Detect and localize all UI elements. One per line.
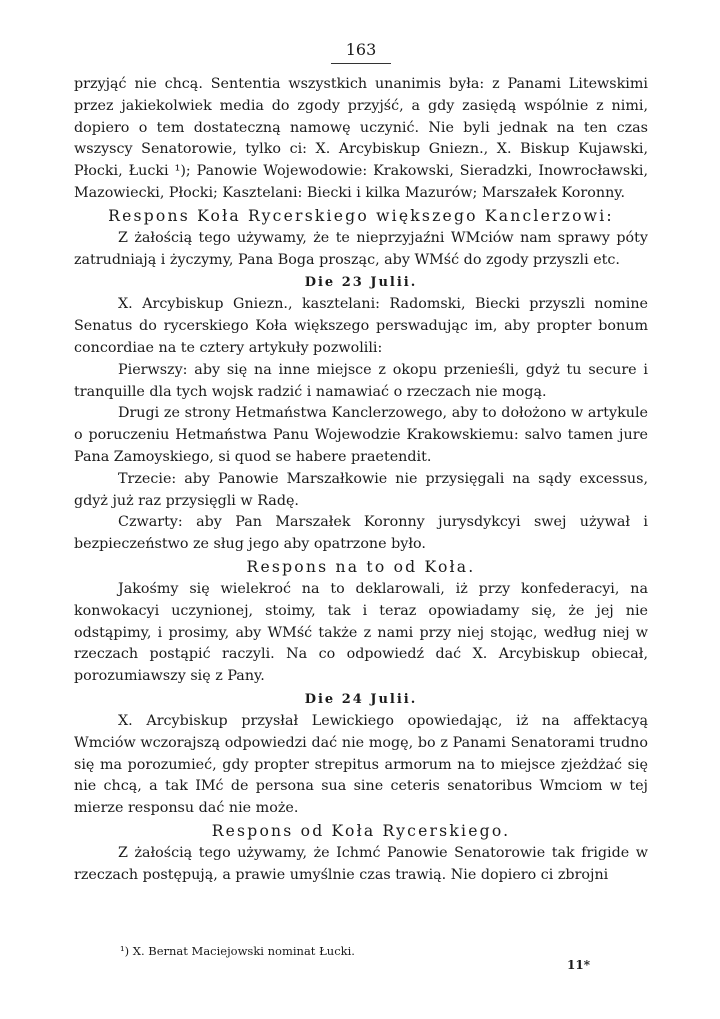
heading-respons-od-kola: Respons na to od Koła. xyxy=(246,557,476,576)
paragraph-z-zaloscia: Z żałością tego używamy, że Ichmć Panowie Senatorowie tak frigide w rzeczach postępują, a prawie umyślnie czas trawią. Nie dopiero ci zbrojni xyxy=(74,844,648,883)
paragraph-respons-kanclerzowi: Z żałością tego używamy, że te nieprzyjaźni WMciów nam sprawy póty zatrudniają i życzymy, Pana Boga prosząc, aby WMść do zgody przyszli etc. xyxy=(74,229,648,268)
paragraph-lewicki: X. Arcybiskup przysłał Lewickiego opowiedając, iż na affektacyą Wmciów wczorajszą odpowiedzi dać nie mogę, bo z Panami Senatorami trudno się ma porozumieć, gdy propter strepitus armorum na to miejsce zjeżdżać się nie chcą, a tak IMć de persona sua sine ceteris senatoribus Wmciom w tej mierze responsu dać nie może. xyxy=(74,712,648,817)
page-number: 163 xyxy=(345,40,377,59)
paragraph-arcybiskup-kasztelani: X. Arcybiskup Gniezn., kasztelani: Radomski, Biecki przyszli nomine Senatus do rycerskiego Koła większego perswadując im, aby propter bonum concordiae na te cztery artykuły pozwolili: xyxy=(74,296,648,356)
page-body xyxy=(74,40,648,887)
paragraph-trzecie: Trzecie: aby Panowie Marszałkowie nie przysięgali na sądy excessus, gdyż już raz przysięgli w Radę. xyxy=(74,470,648,509)
heading-respons-kola-rycerskiego: Respons od Koła Rycerskiego. xyxy=(211,821,511,840)
date-heading-24-julii: Die 24 Julii. xyxy=(304,691,418,707)
paragraph-jakosmy: Jakośmy się wielekroć na to deklarowali, iż przy konfederacyi, na konwokacyi uczynionej, stoimy, tak i teraz opowiadamy się, że jej nie odstąpimy, i prosimy, aby WMść także z nami przy niej stojąc, według niej w rzeczach postąpić raczyli. Na co odpowiedź dać X. Arcybiskup obiecał, porozumiawszy się z Pany. xyxy=(74,580,648,685)
signature-mark: 11* xyxy=(567,958,590,972)
footnote: ¹) X. Bernat Maciejowski nominat Łucki. xyxy=(120,944,355,958)
heading-respons-kanclerzowi: Respons Koła Rycerskiego większego Kanclerzowi: xyxy=(108,206,614,225)
paragraph-czwarty: Czwarty: aby Pan Marszałek Koronny jurysdykcyi swej używał i bezpieczeństwo ze sług jego aby opatrzone było. xyxy=(74,514,648,553)
page-number-rule xyxy=(331,63,391,64)
date-heading-23-julii: Die 23 Julii. xyxy=(304,275,418,291)
paragraph-drugi: Drugi ze strony Hetmaństwa Kanclerzowego, aby to dołożono w artykule o poruczeniu Hetmaństwa Panu Wojewodzie Krakowskiemu: salvo tamen jure Pana Zamoyskiego, si quod se habere praetendit. xyxy=(74,405,648,465)
paragraph-continuation: przyjąć nie chcą. Sententia wszystkich unanimis była: z Panami Litewskimi przez jakiekolwiek media do zgody przyjść, a gdy zasiędą wspólnie z nimi, dopiero o tem dostateczną namowę uczynić. Nie byli jednak na ten czas wszyscy Senatorowie, tylko ci: X. Arcybiskup Gniezn., X. Biskup Kujawski, Płocki, Łucki ¹); Panowie Wojewodowie: Krakowski, Sieradzki, Inowrocławski, Mazowiecki, Płocki; Kasztelani: Biecki i kilka Mazurów; Marszałek Koronny. xyxy=(74,76,648,201)
paragraph-pierwszy: Pierwszy: aby się na inne miejsce z okopu przenieśli, gdyż tu secure i tranquille dla tych wojsk radzić i namawiać o rzeczach nie mogą. xyxy=(74,361,648,400)
